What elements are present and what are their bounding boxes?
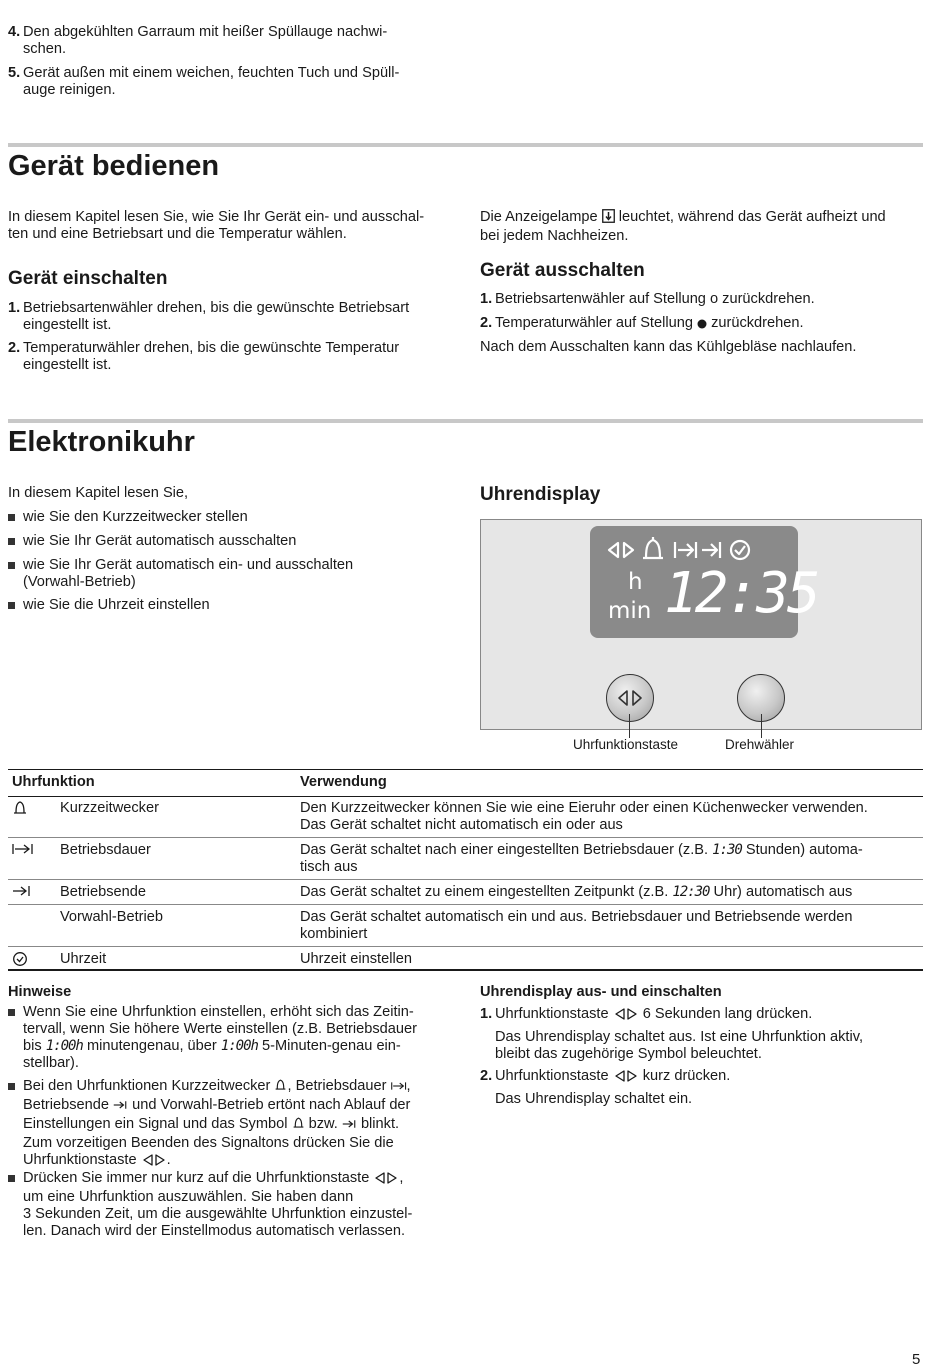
list-item: 1. Betriebsartenwähler auf Stellung o zurückdrehen. <box>480 291 815 307</box>
list-item: 2. Temperaturwähler auf Stellung zurückdrehen. <box>480 315 925 334</box>
function-key-icon <box>613 1008 639 1025</box>
clock-icon <box>12 951 28 971</box>
dot-icon <box>697 317 707 334</box>
list-item: 1. Betriebsartenwähler drehen, bis die gewünschte Betriebsart eingestellt ist. <box>8 300 410 333</box>
intro-text: In diesem Kapitel lesen Sie, <box>8 485 189 501</box>
bell-icon <box>292 1116 305 1135</box>
bullet-item: wie Sie Ihr Gerät automatisch ausschalten <box>8 533 296 550</box>
list-item: 4. Den abgekühlten Garraum mit heißer Spüllauge nachwi- schen. <box>8 24 388 57</box>
duration-icon <box>12 842 34 860</box>
bell-icon <box>12 800 28 820</box>
table-header: Uhrfunktion Verwendung <box>8 769 923 797</box>
subsection-title: Uhrendisplay <box>480 484 601 505</box>
hours-label: h <box>628 569 643 595</box>
page-number: 5 <box>912 1351 921 1368</box>
function-key-icon <box>607 675 653 721</box>
hints-title: Hinweise <box>8 984 72 1000</box>
duration-icon <box>391 1080 407 1097</box>
bullet-item: wie Sie Ihr Gerät automatisch ein- und ausschalten (Vorwahl-Betrieb) <box>8 557 353 591</box>
list-item: 2. Temperaturwähler drehen, bis die gewünschte Temperatur eingestellt ist. <box>8 340 400 373</box>
callout-line <box>629 714 630 738</box>
function-key-icon <box>141 1154 167 1171</box>
end-time-icon <box>12 884 32 902</box>
caption-rotary-selector: Drehwähler <box>725 737 795 752</box>
callout-line <box>761 714 762 738</box>
heat-lamp-icon <box>602 209 615 228</box>
bullet-item: Bei den Uhrfunktionen Kurzzeitwecker , Betriebsdauer , Betriebsende und Vorwahl-Betrieb ertönt nach Ablauf der Einstellungen ein Signal und das Symbol bzw. blinkt. Zum vorzeitigen Beenden des Signaltons drücken Sie die Uhrfunktionstaste . <box>8 1078 458 1171</box>
section-title: Elektronikuhr <box>8 426 195 458</box>
lamp-text: Die Anzeigelampe leuchtet, während das Gerät aufheizt und bei jedem Nachheizen. <box>480 209 886 244</box>
table-row: Betriebsende Das Gerät schaltet zu einem eingestellten Zeitpunkt (z.B. 12:30 Uhr) automatisch aus <box>8 880 923 905</box>
list-item: 1. Uhrfunktionstaste 6 Sekunden lang drücken. Das Uhrendisplay schaltet aus. Ist eine Uhrfunktion aktiv, bleibt das zugehörige Symbol beleuchtet. <box>480 1006 863 1062</box>
end-time-icon <box>342 1118 357 1135</box>
caption-function-button: Uhrfunktionstaste <box>573 737 679 752</box>
segment-value: 1:00h <box>220 1038 258 1054</box>
function-key-icon <box>613 1070 639 1087</box>
table-row: Betriebsdauer Das Gerät schaltet nach einer eingestellten Betriebsdauer (z.B. 1:30 Stunden) automa- tisch aus <box>8 838 923 880</box>
minutes-label: min <box>608 598 652 624</box>
function-key-icon <box>373 1172 399 1189</box>
time-readout: 12:35 <box>664 561 818 626</box>
list-item: 2. Uhrfunktionstaste kurz drücken. Das Uhrendisplay schaltet ein. <box>480 1068 731 1107</box>
lcd-screen <box>590 526 818 638</box>
table-row: Vorwahl-Betrieb Das Gerät schaltet automatisch ein und aus. Betriebsdauer und Betriebsende werden kombiniert <box>8 905 923 947</box>
segment-value: 12:30 <box>672 884 710 900</box>
table-row: Uhrzeit Uhrzeit einstellen <box>8 947 923 971</box>
end-time-icon <box>113 1099 128 1116</box>
segment-value: 1:00h <box>45 1038 83 1054</box>
segment-value: 1:30 <box>712 842 742 858</box>
table-row: Kurzzeitwecker Den Kurzzeitwecker können Sie wie eine Eieruhr oder einen Küchenwecker verwenden. Das Gerät schaltet nicht automatisch ein oder aus <box>8 796 923 838</box>
intro-text: In diesem Kapitel lesen Sie, wie Sie Ihr Gerät ein- und ausschal- ten und eine Betriebsart und die Temperatur wählen. <box>8 209 425 242</box>
clock-function-button[interactable] <box>606 674 654 722</box>
section-divider <box>8 143 923 147</box>
note-text: Nach dem Ausschalten kann das Kühlgebläse nachlaufen. <box>480 339 857 355</box>
list-item: 5. Gerät außen mit einem weichen, feuchten Tuch und Spüll- auge reinigen. <box>8 65 400 98</box>
section-title: Gerät bedienen <box>8 150 220 182</box>
section-divider <box>8 419 923 423</box>
bell-icon <box>274 1078 287 1097</box>
bullet-item: Wenn Sie eine Uhrfunktion einstellen, erhöht sich das Zeitin- tervall, wenn Sie höhere Werte einstellen (z.B. Betriebsdauer bis 1:00h minutengenau, über 1:00h 5-Minuten-genau ein- stellbar). <box>8 1004 458 1072</box>
subsection-title: Gerät ausschalten <box>480 260 645 281</box>
subsection-title: Gerät einschalten <box>8 268 168 289</box>
bullet-item: Drücken Sie immer nur kurz auf die Uhrfunktionstaste , um eine Uhrfunktion auszuwählen. Sie haben dann 3 Sekunden Zeit, um die ausgewählte Uhrfunktion einzustel- len. Danach wird der Einstellmodus automatisch verlassen. <box>8 1170 458 1240</box>
subsection-title: Uhrendisplay aus- und einschalten <box>480 984 722 1000</box>
bullet-item: wie Sie den Kurzzeitwecker stellen <box>8 509 248 526</box>
bullet-item: wie Sie die Uhrzeit einstellen <box>8 597 210 614</box>
